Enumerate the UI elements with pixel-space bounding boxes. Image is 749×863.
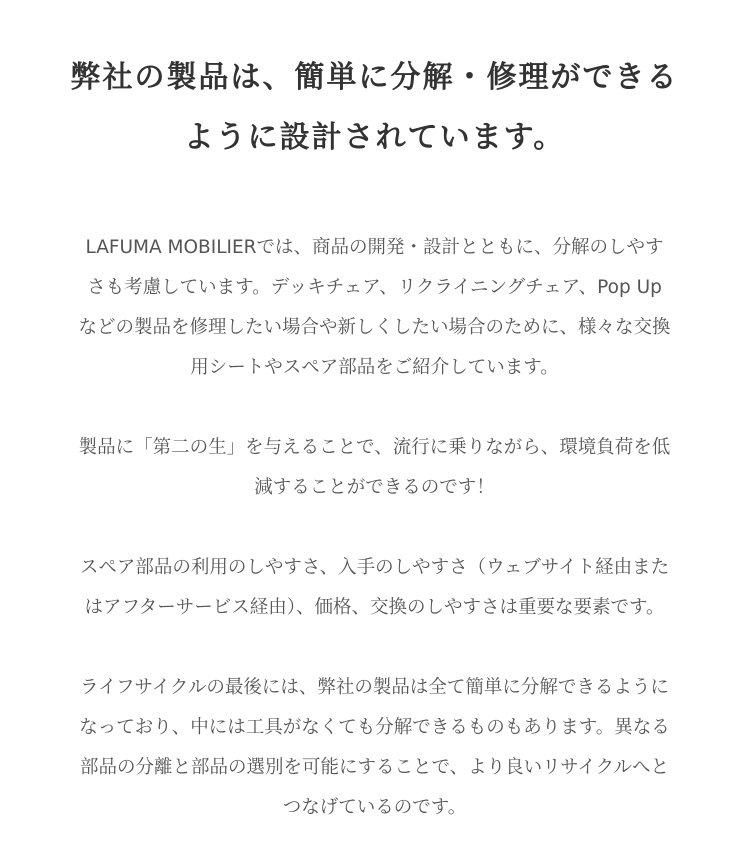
paragraph-end-of-life xyxy=(54,668,695,828)
headline-line-2: ように設計されています。 xyxy=(183,120,566,155)
text-line: などの製品を修理したい場合や新しくしたい場合のために、様々な交換 xyxy=(78,317,671,338)
text-line: つなげているのです。 xyxy=(282,797,467,818)
text-line: スペア部品の利用のしやすさ、入手のしやすさ（ウェブサイト経由また xyxy=(79,557,670,578)
text-line: 減することができるのです！ xyxy=(254,477,495,498)
text-line: LAFUMA MOBILIERでは、商品の開発・設計とともに、分解のしやす xyxy=(85,237,664,258)
text-line: なっており、中には工具がなくても分解できるものもあります。異なる xyxy=(79,717,670,738)
paragraph-spare-parts xyxy=(54,548,695,628)
page-headline xyxy=(54,48,695,168)
paragraph-second-life xyxy=(54,428,695,508)
text-line: 部品の分離と部品の選別を可能にすることで、より良いリサイクルへと xyxy=(79,757,670,778)
text-line: ライフサイクルの最後には、弊社の製品は全て簡単に分解できるように xyxy=(80,677,669,698)
text-line: はアフターサービス経由）、価格、交換のしやすさは重要な要素です。 xyxy=(84,597,665,618)
headline-line-1: 弊社の製品は、簡単に分解・修理ができる xyxy=(70,60,679,95)
text-line: さも考慮しています。デッキチェア、リクライニングチェア、Pop Up xyxy=(87,277,662,298)
body-text xyxy=(54,228,695,828)
paragraph-design-for-repair xyxy=(54,228,695,388)
text-line: 用シートやスペア部品をご紹介しています。 xyxy=(190,357,559,378)
text-line: 製品に「第二の生」を与えることで、流行に乗りながら、環境負荷を低 xyxy=(78,437,671,458)
